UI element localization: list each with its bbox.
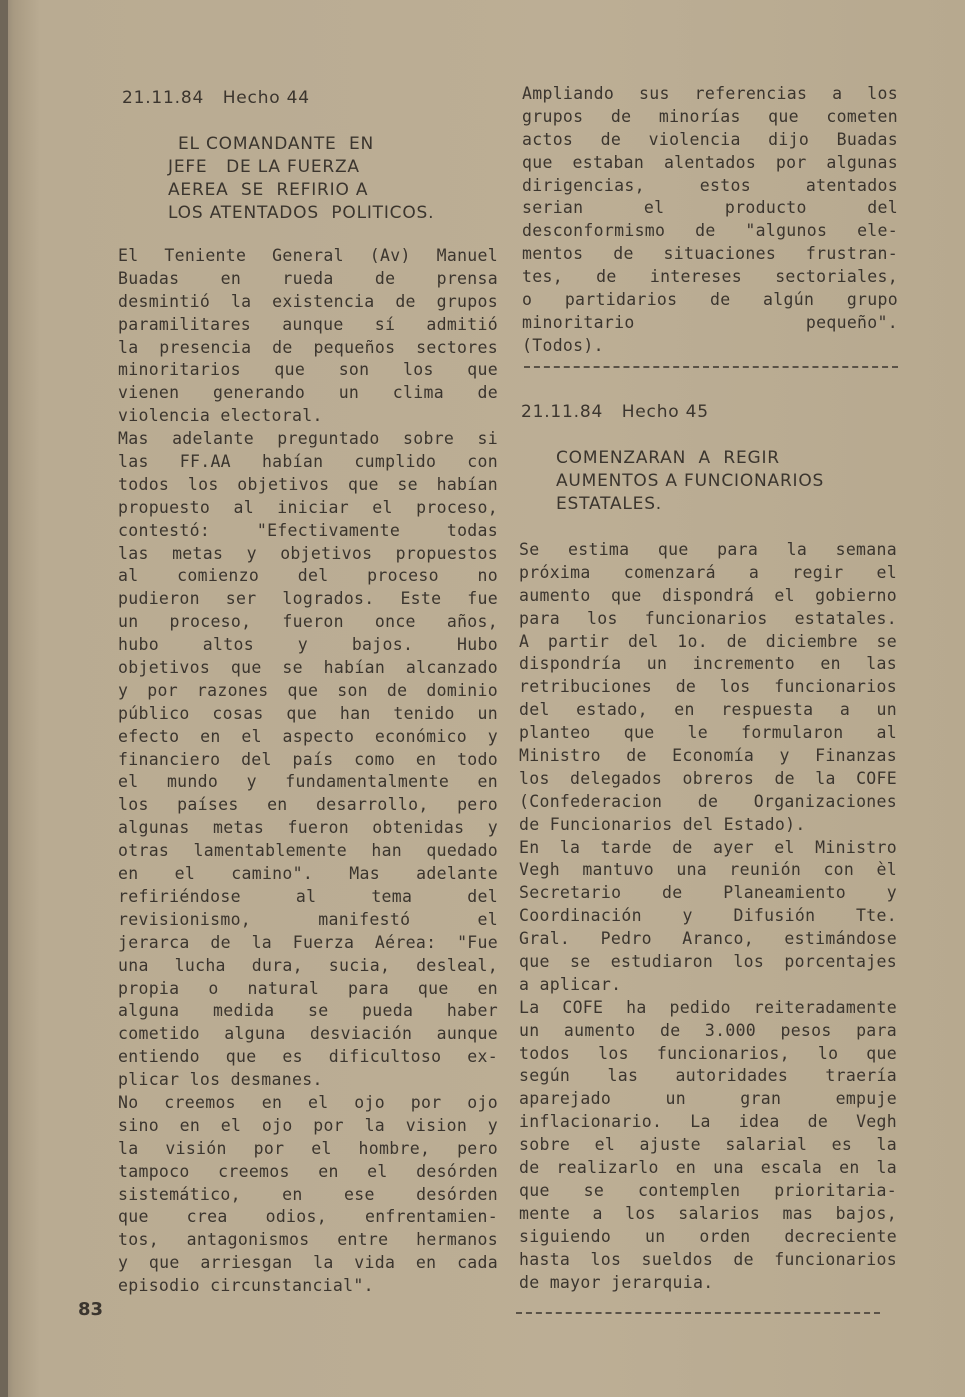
text-line: los países en desarrollo, pero	[118, 795, 498, 815]
text-line: efecto en el aspecto económico y	[118, 726, 498, 746]
text-line: minoritarios que son los que	[118, 360, 498, 380]
page-binding-edge	[0, 0, 8, 1397]
text-line: desconformismo de "algunos ele-	[522, 221, 898, 241]
text-line: y por razones que son de dominio	[118, 680, 498, 700]
text-line: Ministro de Economía y Finanzas	[519, 746, 897, 766]
left-title-line-1: EL COMANDANTE EN	[178, 134, 375, 154]
text-line: un aumento de 3.000 pesos para	[519, 1020, 897, 1040]
text-line: para los funcionarios estatales.	[519, 608, 897, 628]
text-line: y que arriesgan la vida en cada	[118, 1253, 498, 1273]
text-line: objetivos que se habían alcanzado	[118, 658, 498, 678]
text-line: la visión por el hombre, pero	[118, 1138, 498, 1158]
text-line: tes, de intereses sectoriales,	[522, 267, 898, 287]
text-line: que estaban alentados por algunas	[522, 152, 898, 172]
text-line: Ampliando sus referencias a los	[522, 84, 898, 103]
text-line: aparejado un gran empuje	[519, 1089, 897, 1109]
text-line: los delegados obreros de la COFE	[519, 768, 897, 788]
right-title-line-3: ESTATALES.	[556, 494, 663, 514]
text-line: Secretario de Planeamiento y	[519, 883, 897, 903]
text-line: entiendo que es dificultoso ex-	[118, 1047, 498, 1067]
text-line: hubo altos y bajos. Hubo	[118, 635, 498, 655]
text-line: algunas metas fueron obtenidas y	[118, 818, 498, 838]
text-line: según las autoridades traería	[519, 1066, 897, 1086]
text-line: episodio circunstancial".	[118, 1276, 374, 1296]
text-line: El Teniente General (Av) Manuel	[118, 246, 498, 265]
text-line: dispondría un incremento en las	[519, 654, 897, 674]
text-line: de realizarlo en una escala en la	[519, 1158, 897, 1178]
text-line: un proceso, fueron once años,	[118, 612, 498, 632]
text-line: jerarca de la Fuerza Aérea: "Fue	[118, 932, 498, 952]
text-line: actos de violencia dijo Buadas	[522, 129, 898, 149]
text-line: plicar los desmanes.	[118, 1070, 323, 1090]
text-line: público cosas que han tenido un	[118, 703, 498, 723]
text-line: grupos de minorías que cometen	[522, 106, 898, 126]
text-line: refiriéndose al tema del	[118, 886, 498, 906]
right-title-line-1: COMENZARAN A REGIR	[556, 448, 780, 468]
text-line: Gral. Pedro Aranco, estimándose	[519, 929, 897, 949]
text-line: siguiendo un orden decreciente	[519, 1226, 897, 1246]
left-article-body	[118, 245, 498, 1298]
text-line: las FF.AA habían cumplido con	[118, 452, 498, 472]
text-line: La COFE ha pedido reiteradamente	[519, 997, 897, 1017]
text-line: hasta los sueldos de funcionarios	[519, 1249, 897, 1269]
text-line: tampoco creemos en el desórden	[118, 1161, 498, 1181]
right-title-line-2: AUMENTOS A FUNCIONARIOS	[556, 471, 825, 491]
text-line: a aplicar.	[519, 974, 622, 994]
text-line: contestó: "Efectivamente todas	[118, 520, 498, 540]
left-article-header: 21.11.84 Hecho 44	[122, 88, 310, 108]
text-line: A partir del 1o. de diciembre se	[519, 631, 897, 651]
text-line: en el camino". Mas adelante	[118, 864, 498, 884]
right-article-body	[519, 539, 897, 1294]
text-line: todos los objetivos que se habían	[118, 474, 498, 494]
text-line: otras lamentablemente han quedado	[118, 841, 498, 861]
text-line: o partidarios de algún grupo	[522, 290, 898, 310]
text-line: serian el producto del	[522, 198, 898, 218]
text-line: que se estudiaron los porcentajes	[519, 952, 897, 972]
text-line: sobre el ajuste salarial es la	[519, 1135, 897, 1155]
text-line: próxima comenzará a regir el	[519, 562, 897, 582]
text-line: la presencia de pequeños sectores	[118, 337, 498, 357]
left-title-line-3: AEREA SE REFIRIO A	[168, 180, 369, 200]
left-title-line-2: JEFE DE LA FUERZA	[168, 157, 360, 177]
right-continuation-body	[522, 83, 898, 358]
text-line: En la tarde de ayer el Ministro	[519, 837, 897, 857]
text-line: del estado, en respuesta a un	[519, 700, 897, 720]
text-line: que crea odios, enfrentamien-	[118, 1207, 498, 1227]
text-line: Coordinación y Difusión Tte.	[519, 906, 897, 926]
text-line: tos, antagonismos entre hermanos	[118, 1230, 498, 1250]
separator-line	[516, 1312, 880, 1314]
text-line: planteo que le formularon al	[519, 723, 897, 743]
text-line: sino en el ojo por la vision y	[118, 1115, 498, 1135]
text-line: retribuciones de los funcionarios	[519, 677, 897, 697]
text-line: el mundo y fundamentalmente en	[118, 772, 498, 792]
text-line: de mayor jerarquia.	[519, 1272, 714, 1292]
separator-line	[524, 366, 898, 368]
text-line: financiero del país como en todo	[118, 749, 498, 769]
text-line: paramilitares aunque sí admitió	[118, 314, 498, 334]
text-line: alguna medida se pueda haber	[118, 1001, 498, 1021]
text-line: pudieron ser logrados. Este fue	[118, 589, 498, 609]
text-line: mente a los salarios mas bajos,	[519, 1203, 897, 1223]
text-line: desmintió la existencia de grupos	[118, 291, 498, 311]
text-line: revisionismo, manifestó el	[118, 909, 498, 929]
text-line: Se estima que para la semana	[519, 540, 897, 559]
text-line: No creemos en el ojo por ojo	[118, 1092, 498, 1112]
text-line: todos los funcionarios, lo que	[519, 1043, 897, 1063]
text-line: inflacionario. La idea de Vegh	[519, 1112, 897, 1132]
left-title-line-4: LOS ATENTADOS POLITICOS.	[168, 203, 435, 223]
right-article-header: 21.11.84 Hecho 45	[521, 402, 709, 422]
text-line: aumento que dispondrá el gobierno	[519, 585, 897, 605]
text-line: propia o natural para que en	[118, 978, 498, 998]
text-line: (Todos).	[522, 335, 604, 355]
text-line: Mas adelante preguntado sobre si	[118, 429, 498, 449]
text-line: mentos de situaciones frustran-	[522, 244, 898, 264]
text-line: Vegh mantuvo una reunión con èl	[519, 860, 897, 880]
text-line: dirigencias, estos atentados	[522, 175, 898, 195]
text-line: sistemático, en ese desórden	[118, 1184, 498, 1204]
text-line: que se contemplen prioritaria-	[519, 1180, 897, 1200]
text-line: al comienzo del proceso no	[118, 566, 498, 586]
text-line: de Funcionarios del Estado).	[519, 814, 806, 834]
text-line: violencia electoral.	[118, 406, 323, 426]
text-line: (Confederacion de Organizaciones	[519, 791, 897, 811]
text-line: Buadas en rueda de prensa	[118, 268, 498, 288]
text-line: una lucha dura, sucia, desleal,	[118, 955, 498, 975]
text-line: propuesto al iniciar el proceso,	[118, 497, 498, 517]
text-line: minoritario pequeño".	[522, 312, 898, 332]
text-line: las metas y objetivos propuestos	[118, 543, 498, 563]
text-line: cometido alguna desviación aunque	[118, 1024, 498, 1044]
text-line: vienen generando un clima de	[118, 383, 498, 403]
page-number: 83	[78, 1299, 104, 1320]
